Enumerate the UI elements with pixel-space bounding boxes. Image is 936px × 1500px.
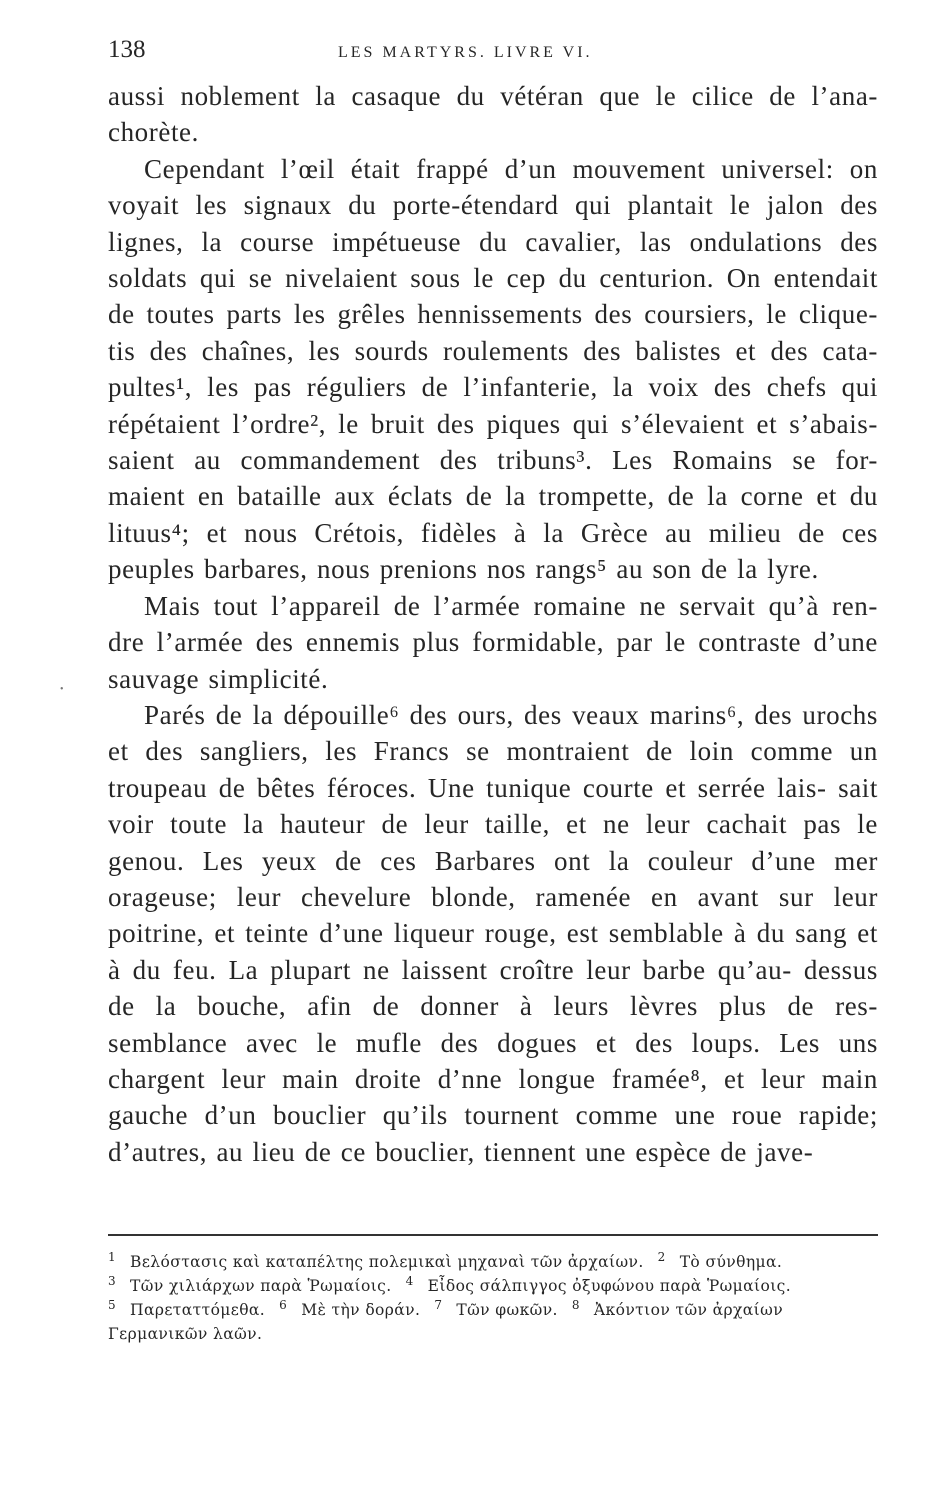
text-line: pas le genou. Les yeux de ces Barbares ont la couleur d’une — [108, 809, 878, 876]
footnote-line — [108, 1250, 878, 1274]
text-line: Parés de la dépouille⁶ des ours, des veaux marins⁶, des urochs — [144, 699, 878, 730]
footnote-text: Μὲ τὴν δοράν. — [301, 1301, 421, 1319]
text-line: peuples barbares, nous prenions nos rangs⁵ au son de la lyre. — [108, 554, 819, 585]
paragraph — [108, 588, 878, 697]
text-line: soldats qui se nivelaient sous le cep du centurion. On entendait — [108, 263, 878, 294]
page-number: 138 — [108, 36, 146, 63]
footnote — [108, 1297, 266, 1319]
text-line: pultes¹, les pas réguliers de l’infanterie, la voix des chefs qui — [108, 372, 878, 403]
text-line: dessus de la bouche, afin de donner à leurs lèvres plus de res- — [108, 954, 878, 1022]
footnote-text: Τῶν φωκῶν. — [456, 1301, 558, 1319]
text-line: lignes, la course impétueuse du cavalier, las ondulations des — [108, 226, 878, 257]
text-line: semblance avec le mufle des dogues et des loups. Les uns — [108, 1027, 878, 1058]
text-line: et des sangliers, les Francs se montraient de loin comme un — [108, 736, 878, 767]
footnote-number: 7 — [434, 1297, 443, 1312]
text-line: du lituus⁴; et nous Crétois, fidèles à la Grèce au milieu de ces — [108, 481, 878, 548]
text-line: saient au commandement des tribuns³. Les Romains se for- — [108, 445, 878, 476]
text-line: voyait les signaux du porte-étendard qui plantait le jalon des — [108, 190, 878, 221]
body-text — [108, 78, 878, 1170]
text-line: dre l’armée des ennemis plus formidable, par le contraste — [108, 627, 802, 658]
book-page — [108, 36, 878, 1466]
footnote-line — [108, 1322, 878, 1346]
text-line: chargent leur main droite d’nne longue framée⁸, et leur main — [108, 1063, 878, 1094]
footnote-text: Τὸ σύνθημα. — [679, 1253, 783, 1271]
text-line: gauche d’un bouclier qu’ils tournent comme une roue rapide; — [108, 1100, 878, 1131]
footnote-text: Παρεταττόμεθα. — [130, 1301, 266, 1319]
paragraph — [108, 697, 878, 1170]
footnote — [571, 1297, 784, 1319]
text-line: aussi noblement la casaque du vétéran que le cilice de l’ana- — [108, 81, 878, 111]
footnote — [108, 1249, 644, 1271]
footnote-line — [108, 1274, 878, 1298]
footnote-divider — [108, 1234, 878, 1236]
text-line: Mais tout l’appareil de l’armée romaine ne servait qu’à ren- — [144, 590, 878, 621]
text-line: maient en bataille aux éclats de la trompette, de la corne et — [108, 481, 838, 512]
footnote-text: Εἶδος σάλπιγγος ὀξυφώνου παρὰ Ῥωμαίοις. — [427, 1277, 792, 1295]
footnote — [108, 1325, 262, 1343]
text-line: leur poitrine, et teinte d’une liqueur rouge, est semblable à du — [108, 881, 878, 949]
text-line: de toutes parts les grêles hennissements des coursiers, le clique- — [108, 299, 878, 330]
footnotes — [108, 1250, 878, 1346]
text-line: chorète. — [108, 117, 199, 148]
footnote — [108, 1273, 392, 1295]
footnote — [279, 1297, 421, 1319]
text-line: mer orageuse; leur chevelure blonde, ramenée en avant sur — [108, 845, 878, 912]
footnote-line — [108, 1298, 878, 1322]
text-line: répétaient l’ordre², le bruit des piques qui s’élevaient et s’abais- — [108, 408, 878, 439]
footnote-text: Ἀκόντιον τῶν ἀρχαίων — [593, 1301, 784, 1319]
paragraph — [108, 151, 878, 588]
text-line: d’autres, au lieu de ce bouclier, tiennent une espèce de jave- — [108, 1136, 814, 1167]
text-line: d’une sauvage simplicité. — [108, 627, 878, 694]
running-head — [108, 36, 878, 72]
footnote — [657, 1249, 783, 1271]
text-line: sang et à du feu. La plupart ne laissent croître leur barbe qu’au- — [108, 918, 878, 985]
footnote — [405, 1273, 792, 1295]
running-title: LES MARTYRS. LIVRE VI. — [338, 44, 593, 61]
paragraph — [108, 78, 878, 151]
footnote-number: 4 — [405, 1273, 414, 1288]
footnote-number: 8 — [571, 1297, 580, 1312]
text-line: tis des chaînes, les sourds roulements des balistes et des cata- — [108, 335, 878, 366]
footnote-number: 6 — [279, 1297, 288, 1312]
footnote-text: Τῶν χιλιάρχων παρὰ Ῥωμαίοις. — [130, 1277, 392, 1295]
footnote-number: 2 — [657, 1249, 666, 1264]
stray-mark: • — [60, 684, 64, 695]
text-line: Cependant l’œil était frappé d’un mouvement universel: on — [144, 153, 878, 184]
text-line: sait voir toute la hauteur de leur taille, et ne leur cachait — [108, 772, 878, 840]
text-line: troupeau de bêtes féroces. Une tunique courte et serrée lais- — [108, 772, 827, 803]
footnote-number: 1 — [108, 1249, 117, 1264]
footnote-text: Γερμανικῶν λαῶν. — [108, 1325, 263, 1343]
footnote-text: Βελόστασις καὶ καταπέλτης πολεμικαὶ μηχαναὶ τῶν ἀρχαίων. — [130, 1253, 644, 1271]
footnote-number: 3 — [108, 1273, 117, 1288]
footnote — [434, 1297, 558, 1319]
footnote-number: 5 — [108, 1297, 117, 1312]
